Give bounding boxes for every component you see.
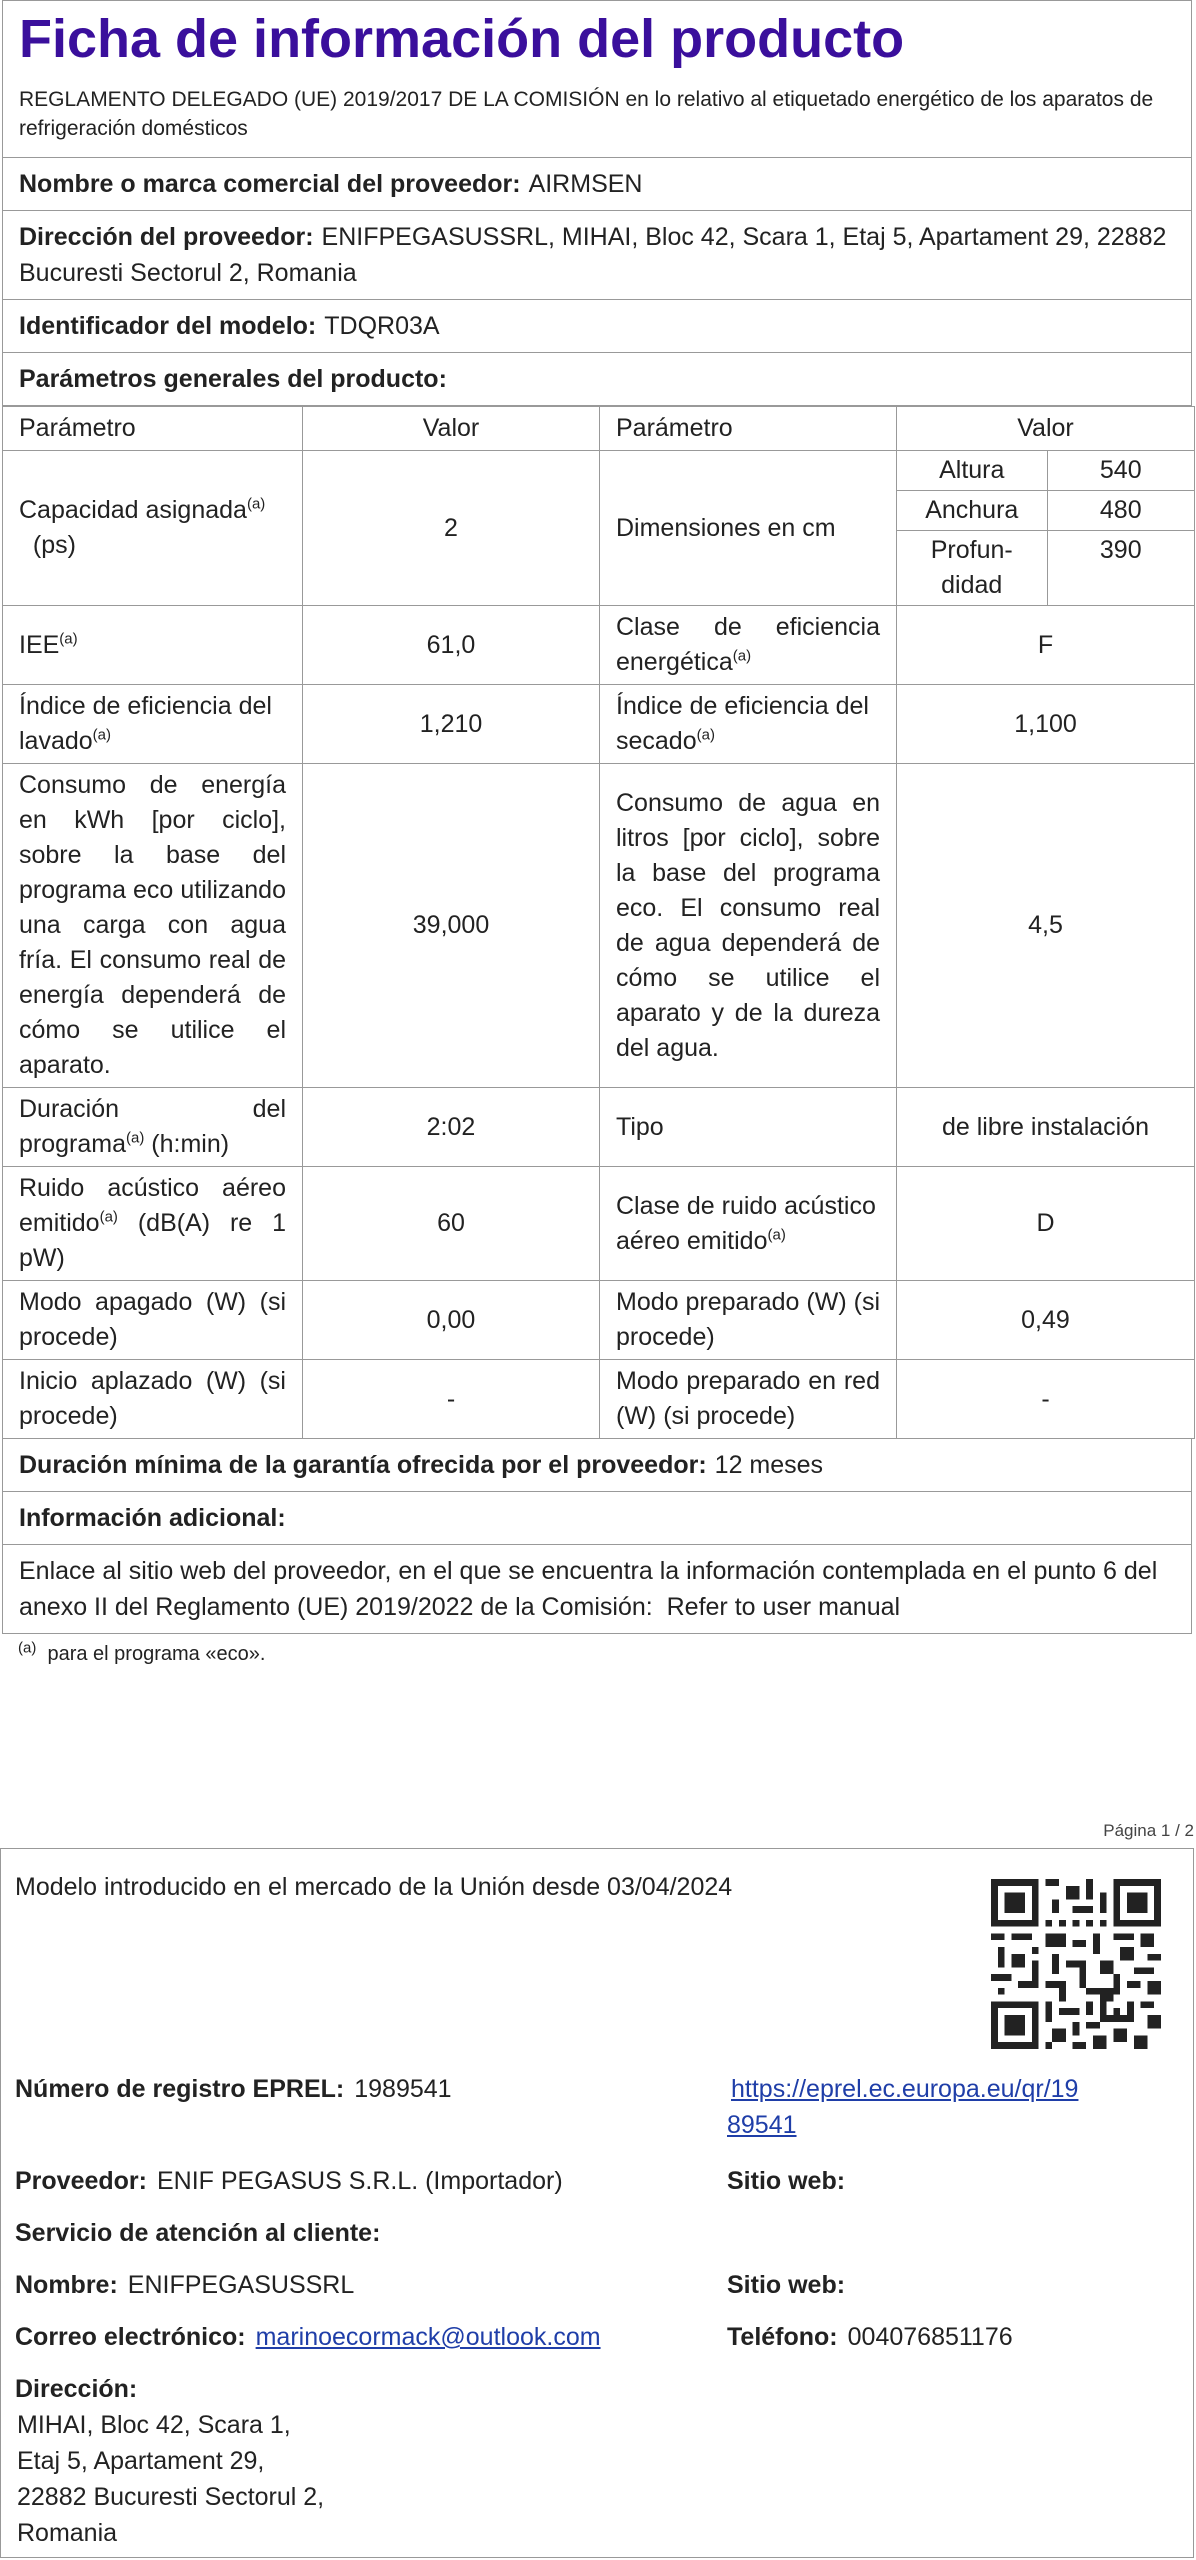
- eprel-value: 1989541: [354, 2075, 452, 2103]
- product-information-sheet: [2, 0, 1192, 1674]
- supplier-label: Proveedor:: [15, 2167, 147, 2195]
- energy-consumption-value: 39,000: [303, 764, 600, 1088]
- eprel-registration: [15, 2071, 452, 2107]
- energy-class-label-cell: Clase de eficiencia energética$^{(a)}$: [600, 606, 897, 685]
- weblink-row: [2, 1545, 1192, 1634]
- email-label: Correo electrónico:: [15, 2323, 246, 2351]
- standby-label: Modo preparado (W) (si procede): [600, 1281, 897, 1360]
- weblink-text: Enlace al sitio web del proveedor, en el que se encuentra la información contemplada en el punto 6 del anexo II del Reglamento (UE) 2019/2022 de la Comisión:: [19, 1557, 1158, 1621]
- dimensions-cell: [897, 451, 1195, 606]
- noise-class-value: D: [897, 1167, 1195, 1281]
- website-label: Sitio web:: [727, 2167, 846, 2195]
- model-id-row: [2, 300, 1192, 353]
- phone-label: Teléfono:: [727, 2323, 838, 2351]
- website-label: Sitio web:: [727, 2271, 846, 2299]
- supplier-address-row: [2, 211, 1192, 300]
- header-param-2: Parámetro: [600, 407, 897, 451]
- contact-phone: [727, 2319, 1013, 2355]
- table-row: [3, 1360, 1195, 1439]
- noise-value: 60: [303, 1167, 600, 1281]
- table-row: [3, 451, 1195, 606]
- footnote-mark: (a): [59, 630, 78, 648]
- capacity-value: 2: [303, 451, 600, 606]
- width-label: Anchura: [897, 491, 1047, 531]
- weblink-value: Refer to user manual: [666, 1593, 901, 1621]
- warranty-label: Duración mínima de la garantía ofrecida por el proveedor:: [19, 1451, 707, 1479]
- noise-label-cell: Ruido acústico aéreo emitido$^{(a)}$ (dB(A) re 1 pW): [3, 1167, 303, 1281]
- customer-service-label: Servicio de atención al cliente:: [15, 2219, 381, 2247]
- qr-code-icon[interactable]: [991, 1879, 1161, 2049]
- footnote-mark: (a): [732, 647, 752, 665]
- address-line: MIHAI, Bloc 42, Scara 1,: [17, 2411, 291, 2439]
- header-value-1: Valor: [303, 407, 600, 451]
- table-row: [3, 685, 1195, 764]
- table-header-row: [3, 407, 1195, 451]
- address-label: Dirección:: [15, 2375, 138, 2403]
- table-row: [3, 764, 1195, 1088]
- footnote-mark: (a): [767, 1226, 786, 1244]
- warranty-value: 12 meses: [714, 1451, 824, 1479]
- supplier-address-value: ENIFPEGASUSSRL, MIHAI, Bloc 42, Scara 1, Etaj 5, Apartament 29, 22882 Bucuresti Sectorul 2, Romania: [19, 223, 1167, 287]
- standby-value: 0,49: [897, 1281, 1195, 1360]
- model-id-value: TDQR03A: [324, 312, 440, 340]
- depth-label: Profun- didad: [897, 531, 1047, 606]
- supplier-name-value: AIRMSEN: [528, 170, 643, 198]
- header-value-2: Valor: [897, 407, 1195, 451]
- network-standby-label: Modo preparado en red (W) (si procede): [600, 1360, 897, 1439]
- contact-email: [15, 2319, 601, 2355]
- eprel-label: Número de registro EPREL:: [15, 2075, 345, 2103]
- market-date: Modelo introducido en el mercado de la Unión desde 03/04/2024: [15, 1873, 733, 1901]
- eprel-info-sheet: [0, 1848, 1194, 2558]
- contact-website: [727, 2267, 855, 2303]
- noise-class-label-cell: Clase de ruido acústico aéreo emitido$^{(a)}$: [600, 1167, 897, 1281]
- footnote-mark: (a): [126, 1129, 145, 1147]
- phone-value: 004076851176: [847, 2323, 1013, 2351]
- energy-consumption-label: Consumo de energía en kWh [por ciclo], sobre la base del programa eco utilizando una carga con agua fría. El consumo real de energía dependerá de cómo se utilice el aparato.: [3, 764, 303, 1088]
- table-row: [3, 1167, 1195, 1281]
- contact-address: [15, 2371, 324, 2551]
- additional-info-label: Información adicional:: [19, 1504, 286, 1532]
- page-number: Página 1 / 2: [1103, 1821, 1194, 1840]
- name-value: ENIFPEGASUSSRL: [127, 2271, 355, 2299]
- additional-info-row: [2, 1492, 1192, 1545]
- warranty-row: [2, 1439, 1192, 1492]
- network-standby-value: -: [897, 1360, 1195, 1439]
- dimensions-table: [897, 451, 1194, 605]
- address-line: Etaj 5, Apartament 29,: [17, 2447, 265, 2475]
- footnote-mark: (a): [99, 1208, 118, 1226]
- energy-class-value: F: [897, 606, 1195, 685]
- address-line: 22882 Bucuresti Sectorul 2,: [17, 2483, 325, 2511]
- table-row: [3, 606, 1195, 685]
- width-value: 480: [1047, 491, 1194, 531]
- dry-index-value: 1,100: [897, 685, 1195, 764]
- table-row: [3, 1088, 1195, 1167]
- wash-index-value: 1,210: [303, 685, 600, 764]
- footnote: [2, 1634, 1192, 1674]
- supplier-name-label: Nombre o marca comercial del proveedor:: [19, 170, 521, 198]
- wash-index-label-cell: Índice de eficiencia del lavado$^{(a)}$: [3, 685, 303, 764]
- customer-service: [15, 2215, 390, 2251]
- supplier-line: [15, 2163, 563, 2199]
- supplier-website: [727, 2163, 855, 2199]
- eprel-link[interactable]: https://eprel.ec.europa.eu/qr/19 89541: [727, 2075, 1079, 2139]
- table-row: [3, 1281, 1195, 1360]
- footnote-mark: (a): [18, 1639, 37, 1657]
- delay-start-label: Inicio aplazado (W) (si procede): [3, 1360, 303, 1439]
- off-mode-label: Modo apagado (W) (si procede): [3, 1281, 303, 1360]
- dry-index-label-cell: Índice de eficiencia del secado$^{(a)}$: [600, 685, 897, 764]
- height-label: Altura: [897, 451, 1047, 491]
- header-param-1: Parámetro: [3, 407, 303, 451]
- dimensions-label: Dimensiones en cm: [600, 451, 897, 606]
- capacity-label-cell: Capacidad asignada$^{(a)}$ (ps): [3, 451, 303, 606]
- delay-start-value: -: [303, 1360, 600, 1439]
- footnote-text: para el programa «eco».: [47, 1643, 266, 1665]
- supplier-name-row: [2, 158, 1192, 211]
- general-params-row: [2, 353, 1192, 406]
- off-mode-value: 0,00: [303, 1281, 600, 1360]
- water-consumption-value: 4,5: [897, 764, 1195, 1088]
- iee-label-cell: IEE$^{(a)}$: [3, 606, 303, 685]
- model-id-label: Identificador del modelo:: [19, 312, 317, 340]
- type-value: de libre instalación: [897, 1088, 1195, 1167]
- name-label: Nombre:: [15, 2271, 118, 2299]
- duration-label-cell: Duración del programa$^{(a)}$ (h:min): [3, 1088, 303, 1167]
- parameters-table: [2, 406, 1195, 1439]
- duration-value: 2:02: [303, 1088, 600, 1167]
- water-consumption-label: Consumo de agua en litros [por ciclo], sobre la base del programa eco. El consumo real de agua dependerá de cómo se utilice el aparato y de la dureza del agua.: [600, 764, 897, 1088]
- supplier-address-label: Dirección del proveedor:: [19, 223, 314, 251]
- height-value: 540: [1047, 451, 1194, 491]
- header-box: [2, 0, 1192, 158]
- footnote-mark: (a): [696, 726, 715, 744]
- email-link[interactable]: marinoecormack@outlook.com: [255, 2323, 601, 2351]
- iee-value: 61,0: [303, 606, 600, 685]
- address-line: Romania: [17, 2519, 118, 2547]
- footnote-mark: (a): [92, 726, 112, 744]
- contact-name: [15, 2267, 354, 2303]
- regulation-text: REGLAMENTO DELEGADO (UE) 2019/2017 DE LA COMISIÓN en lo relativo al etiquetado energético de los aparatos de refrigeración domésticos: [19, 88, 1154, 140]
- footnote-mark: (a): [246, 495, 266, 513]
- type-label: Tipo: [600, 1088, 897, 1167]
- depth-value: 390: [1099, 536, 1142, 564]
- general-params-label: Parámetros generales del producto:: [19, 365, 447, 393]
- page-title: Ficha de información del producto: [19, 9, 905, 69]
- supplier-value: ENIF PEGASUS S.R.L. (Importador): [156, 2167, 563, 2195]
